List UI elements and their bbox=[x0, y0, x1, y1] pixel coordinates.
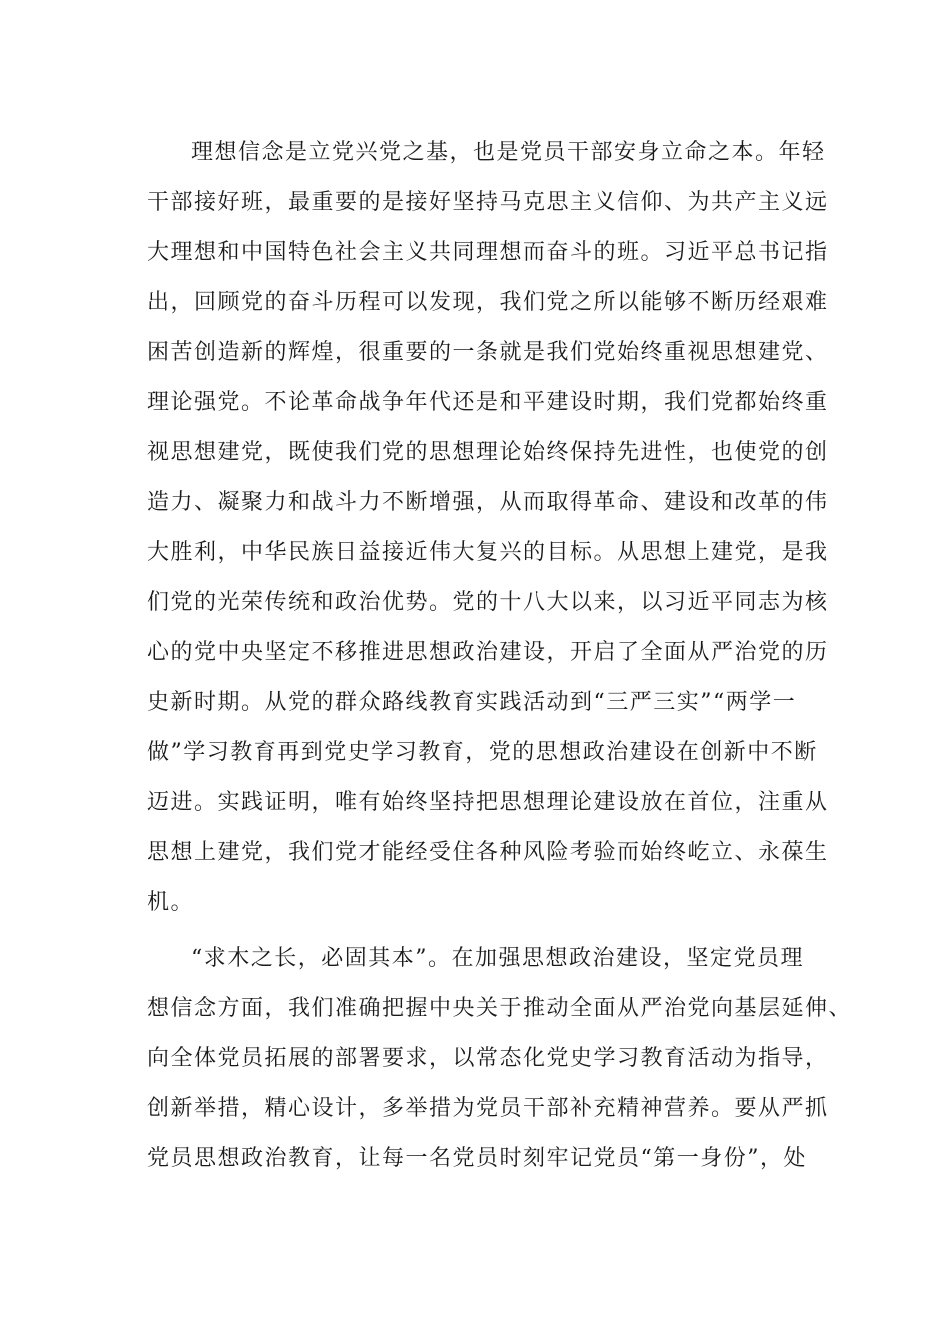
paragraph-line: 们党的光荣传统和政治优势。党的十八大以来，以习近平同志为核 bbox=[147, 590, 829, 615]
paragraph-line: 机。 bbox=[147, 890, 195, 915]
paragraph-line: 理想信念是立党兴党之基，也是党员干部安身立命之本。年轻 bbox=[191, 140, 826, 165]
paragraph-line: 党员思想政治教育，让每一名党员时刻牢记党员“第一身份”，处 bbox=[147, 1146, 807, 1171]
paragraph-line: 想信念方面，我们准确把握中央关于推动全面从严治党向基层延伸、 bbox=[147, 996, 853, 1021]
paragraph-1 bbox=[147, 128, 829, 928]
paragraph-line: 迈进。实践证明，唯有始终坚持把思想理论建设放在首位，注重从 bbox=[147, 790, 829, 815]
paragraph-line: 向全体党员拓展的部署要求，以常态化党史学习教育活动为指导， bbox=[147, 1046, 829, 1071]
paragraph-line: 造力、凝聚力和战斗力不断增强，从而取得革命、建设和改革的伟 bbox=[147, 490, 829, 515]
paragraph-2 bbox=[147, 934, 853, 1184]
paragraph-line: 创新举措，精心设计，多举措为党员干部补充精神营养。要从严抓 bbox=[147, 1096, 829, 1121]
paragraph-line: 大理想和中国特色社会主义共同理想而奋斗的班。习近平总书记指 bbox=[147, 240, 829, 265]
paragraph-line: 心的党中央坚定不移推进思想政治建设，开启了全面从严治党的历 bbox=[147, 640, 829, 665]
paragraph-line: 思想上建党，我们党才能经受住各种风险考验而始终屹立、永葆生 bbox=[147, 840, 829, 865]
paragraph-line: 困苦创造新的辉煌，很重要的一条就是我们党始终重视思想建党、 bbox=[147, 340, 829, 365]
paragraph-line: 大胜利，中华民族日益接近伟大复兴的目标。从思想上建党，是我 bbox=[147, 540, 829, 565]
paragraph-line: 出，回顾党的奋斗历程可以发现，我们党之所以能够不断历经艰难 bbox=[147, 290, 829, 315]
paragraph-line: “求木之长，必固其本”。在加强思想政治建设，坚定党员理 bbox=[191, 946, 804, 971]
paragraph-line: 做”学习教育再到党史学习教育，党的思想政治建设在创新中不断 bbox=[147, 740, 818, 765]
paragraph-line: 理论强党。不论革命战争年代还是和平建设时期，我们党都始终重 bbox=[147, 390, 829, 415]
paragraph-line: 干部接好班，最重要的是接好坚持马克思主义信仰、为共产主义远 bbox=[147, 190, 829, 215]
paragraph-line: 史新时期。从党的群众路线教育实践活动到“三严三实”“两学一 bbox=[147, 690, 797, 715]
paragraph-line: 视思想建党，既使我们党的思想理论始终保持先进性，也使党的创 bbox=[147, 440, 829, 465]
